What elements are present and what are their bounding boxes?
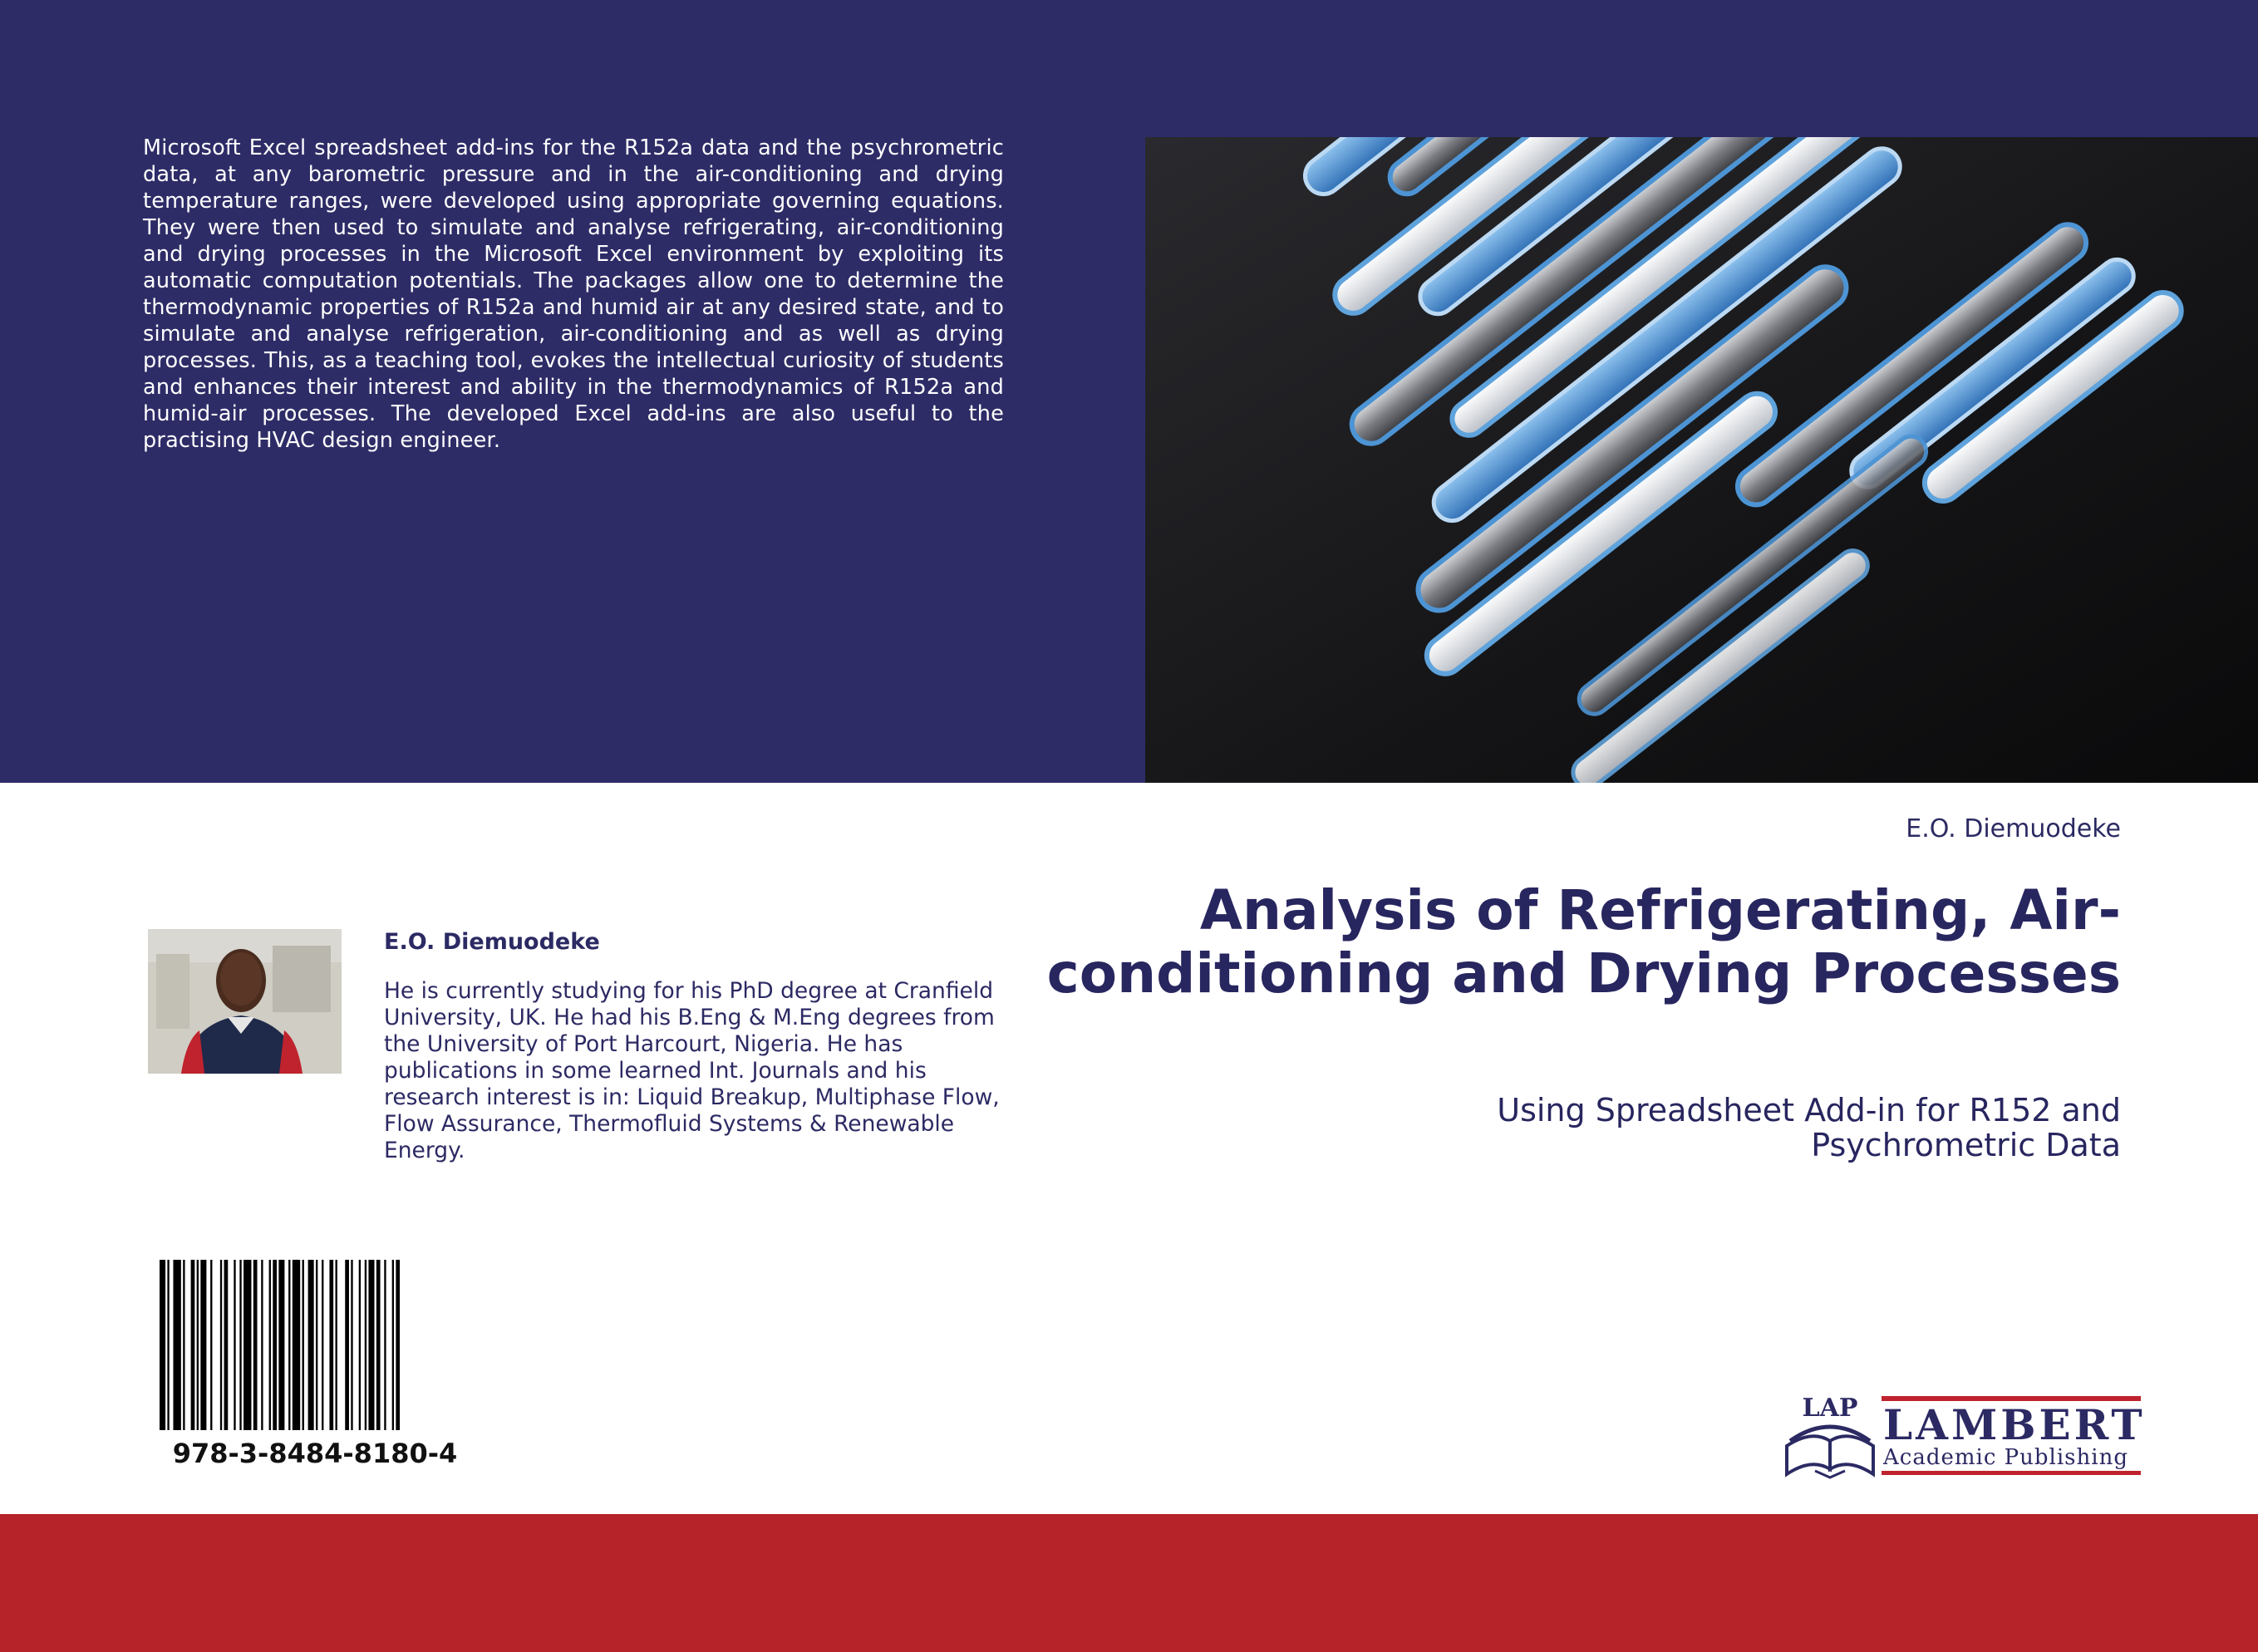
back-cover-blurb: Microsoft Excel spreadsheet add-ins for the R152a data and the psychrometric data, at any barometric pressure and in the air-conditioning and drying temperature ranges, were developed using appropriate governing equations. They were then used to simulate and analyse refrigerating, air-conditioning and drying processes in the Microsoft Excel environment by exploiting its automatic computation potentials. The packages allow one to determine the thermodynamic properties of R152a and humid air at any desired state, and to simulate and analyse refrigeration, air-conditioning and as well as drying processes. This, as a teaching tool, evokes the intellectual curiosity of students and enhances their interest and ability in the thermodynamics of R152a and humid-air processes. The developed Excel add-ins are also useful to the practising HVAC design engineer. bbox=[143, 135, 1004, 453]
isbn-barcode bbox=[158, 1260, 472, 1430]
publisher-tagline: Academic Publishing bbox=[1883, 1445, 2128, 1470]
front-cover-author: E.O. Diemuodeke bbox=[1906, 814, 2121, 843]
open-book-icon bbox=[1787, 1427, 1873, 1477]
book-title: Analysis of Refrigerating, Air-conditioning and Drying Processes bbox=[1046, 878, 2121, 1005]
isbn-number: 978-3-8484-8180-4 bbox=[172, 1438, 458, 1469]
book-subtitle: Using Spreadsheet Add-in for R152 and Psychrometric Data bbox=[1497, 1092, 2121, 1163]
publisher-name: LAMBERT bbox=[1883, 1400, 2144, 1449]
publisher-mark: LAP bbox=[1802, 1394, 1858, 1423]
author-bio: He is currently studying for his PhD degree at Cranfield University, UK. He had his B.Eng & M.Eng degrees from the University of Port Harcourt, Nigeria. He has publications in some learned Int. Journals and his research interest is in: Liquid Breakup, Multiphase Flow, Flow Assurance, Thermofluid Systems & Renewable Energy. bbox=[384, 978, 1000, 1163]
back-cover-bottom-band bbox=[0, 1514, 2258, 1652]
cover-art-image bbox=[1145, 137, 2258, 783]
publisher-logo bbox=[1778, 1388, 2144, 1479]
author-photo bbox=[148, 929, 342, 1074]
bio-author-name: E.O. Diemuodeke bbox=[384, 929, 600, 955]
